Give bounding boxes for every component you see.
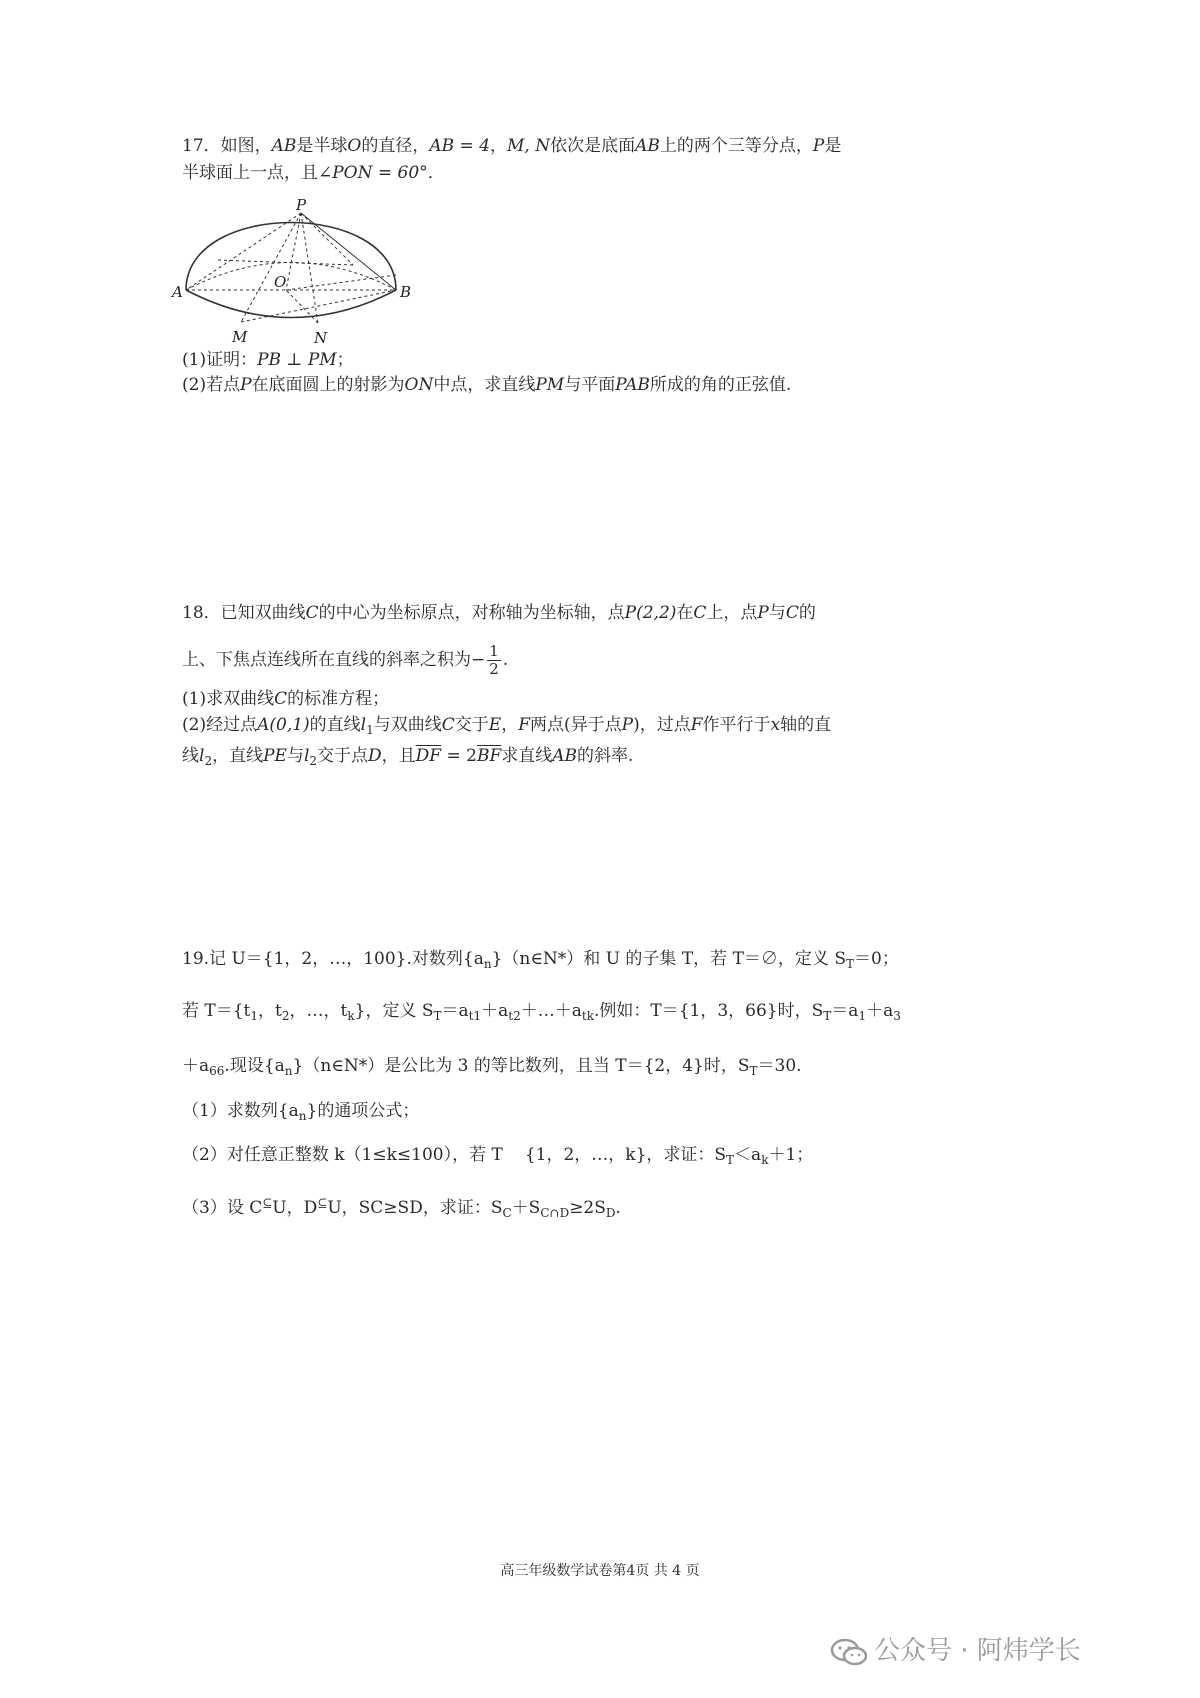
label-o: O <box>274 273 287 291</box>
q19-part2: （2）对任意正整数 k（1≤k≤100），若 T {1，2，…，k}，求证：$S_T<a_k+1$； <box>182 1145 814 1167</box>
q17-line1: 17．如图，AB是半球O的直径，AB = 4，M, N依次是底面AB上的两个三等分点，P是 <box>182 136 842 156</box>
line-back-chord <box>218 260 353 265</box>
q19-line2: 若 $T=\{t_1$，$t_2$，…，$t_k$}，定义 $S_T=a_{t1}+a_{t2}+\dots+a_{tk}$.例如：T＝{1，3，66}时，$S_T=a_1+a_3$ <box>182 1001 901 1023</box>
line-po <box>286 213 301 290</box>
q17-part2: (2)若点P在底面圆上的射影为ON中点，求直线PM与平面PAB所成的角的正弦值. <box>182 375 792 395</box>
q19-line1: 19.记 U＝{1，2，…，100}.对数列$\{a_n\}(n\in N*)$和 U 的子集 T，若 T＝∅，定义 $S_T=0$； <box>182 949 899 971</box>
label-p: P <box>296 196 307 214</box>
page-footer: 高三年级数学试卷第4页 共 4 页 <box>500 1563 700 1579</box>
line-pn <box>301 213 318 323</box>
watermark-text: 公众号 · 阿炜学长 <box>874 1636 1081 1666</box>
label-n: N <box>314 329 328 347</box>
line-pb <box>301 213 396 290</box>
line-p-back <box>301 213 353 265</box>
q19-part3: （3）设 C⊆U，D⊆U，SC≥SD，求证：$S_C+S_{C\cap D}\ge 2S_D$. <box>182 1196 621 1220</box>
q19-part1: （1）求数列$\{a_n\}$的通项公式； <box>182 1101 420 1123</box>
q17-line2: 半球面上一点，且∠PON = 60°． <box>182 163 445 183</box>
q18-part1: (1)求双曲线C的标准方程； <box>182 689 390 709</box>
hemisphere-arc <box>186 223 396 291</box>
q17-part1: (1)证明：PB ⊥ PM； <box>182 350 354 370</box>
watermark <box>830 1630 1081 1667</box>
fraction-one-half: $\frac{1}{2}$ <box>489 642 499 678</box>
label-b: B <box>400 283 412 301</box>
q18-part2-line2: 线$l_2$，直线PE与$l_2$交于点D，且$\overline{DF} = 2\overline{BF}$求直线AB的斜率. <box>182 746 634 768</box>
line-mb <box>241 290 396 322</box>
q18-line2: 上、下焦点连线所在直线的斜率之积为− $\frac{1}{2}$ . <box>182 642 509 678</box>
q19-line3: $+a_{66}$.现设$\{a_n\}(n\in N*)$是公比为 3 的等比数列，且当 T＝{2，4}时，$S_T=30$. <box>182 1056 802 1078</box>
hemisphere-figure <box>172 196 418 355</box>
label-m: M <box>232 328 248 346</box>
line-pm <box>241 213 301 322</box>
label-a: A <box>172 283 183 301</box>
q18-line1: 18．已知双曲线C的中心为坐标原点，对称轴为坐标轴，点P(2,2)在C上，点P与C的 <box>182 603 816 623</box>
wechat-icon <box>830 1637 868 1667</box>
base-front <box>186 290 396 318</box>
q18-part2-line1: (2)经过点A(0,1)的直线$l_1$与双曲线C交于E，F两点(异于点P)，过点F作平行于x轴的直 <box>182 715 832 737</box>
